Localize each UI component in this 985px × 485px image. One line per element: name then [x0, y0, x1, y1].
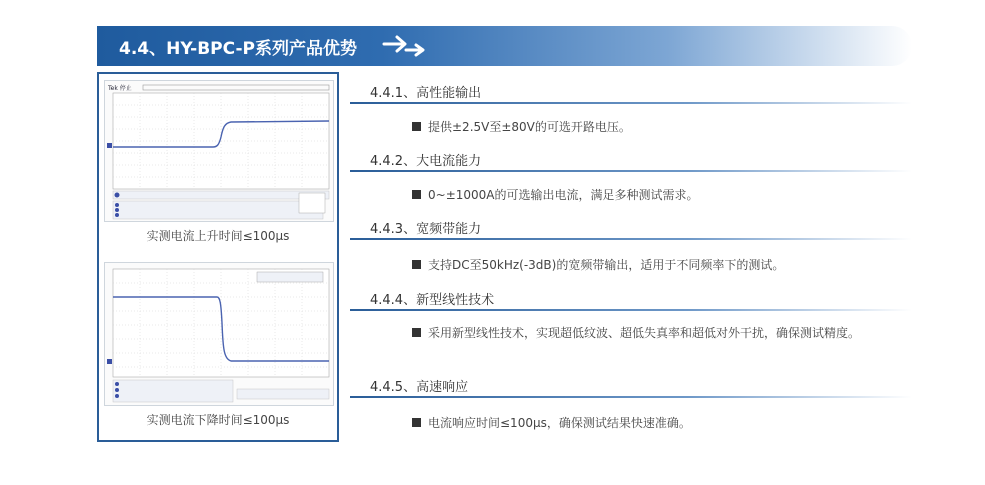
oscilloscope-rise-image — [104, 80, 334, 222]
square-bullet-icon — [412, 328, 421, 337]
section-text: 电流响应时间≤100μs，确保测试结果快速准确。 — [428, 416, 691, 430]
section-divider — [350, 238, 912, 240]
section-heading-1 — [350, 78, 912, 104]
section-heading-5 — [350, 372, 912, 398]
section-divider — [350, 170, 912, 172]
section-title: 4.4.1、高性能输出 — [370, 86, 482, 101]
double-arrow-icon — [382, 32, 428, 58]
section-heading-4 — [350, 285, 912, 311]
section-text: 提供±2.5V至±80V的可选开路电压。 — [428, 120, 631, 134]
banner-title: 4.4、HY-BPC-P系列产品优势 — [119, 39, 358, 59]
fall-time-caption: 实测电流下降时间≤100μs — [146, 413, 290, 427]
fall-waveform-graphic — [105, 263, 333, 405]
section-text-1 — [412, 116, 912, 138]
section-divider — [350, 396, 912, 398]
section-text: 0~±1000A的可选输出电流，满足多种测试需求。 — [428, 188, 699, 202]
section-heading-2 — [350, 146, 912, 172]
section-text: 采用新型线性技术，实现超低纹波、超低失真率和超低对外干扰，确保测试精度。 — [428, 326, 861, 340]
section-divider — [350, 309, 912, 311]
square-bullet-icon — [412, 122, 421, 131]
section-title: 4.4.4、新型线性技术 — [370, 293, 495, 308]
section-text-2 — [412, 184, 912, 206]
section-heading-3 — [350, 214, 912, 240]
section-text-5 — [412, 412, 912, 434]
square-bullet-icon — [412, 190, 421, 199]
rise-waveform-graphic — [105, 81, 333, 221]
section-text-3 — [412, 254, 912, 276]
rise-time-caption: 实测电流上升时间≤100μs — [146, 229, 290, 243]
section-divider — [350, 102, 912, 104]
square-bullet-icon — [412, 260, 421, 269]
section-title: 4.4.2、大电流能力 — [370, 154, 482, 169]
waveform-panel — [97, 72, 339, 442]
scope-brand: Tek 停止 — [108, 85, 132, 92]
section-text-4 — [398, 322, 912, 344]
square-bullet-icon — [412, 418, 421, 427]
oscilloscope-fall-image — [104, 262, 334, 406]
section-text: 支持DC至50kHz(-3dB)的宽频带输出，适用于不同频率下的测试。 — [428, 258, 785, 272]
section-title: 4.4.5、高速响应 — [370, 380, 469, 395]
section-banner — [97, 26, 912, 66]
section-title: 4.4.3、宽频带能力 — [370, 222, 482, 237]
